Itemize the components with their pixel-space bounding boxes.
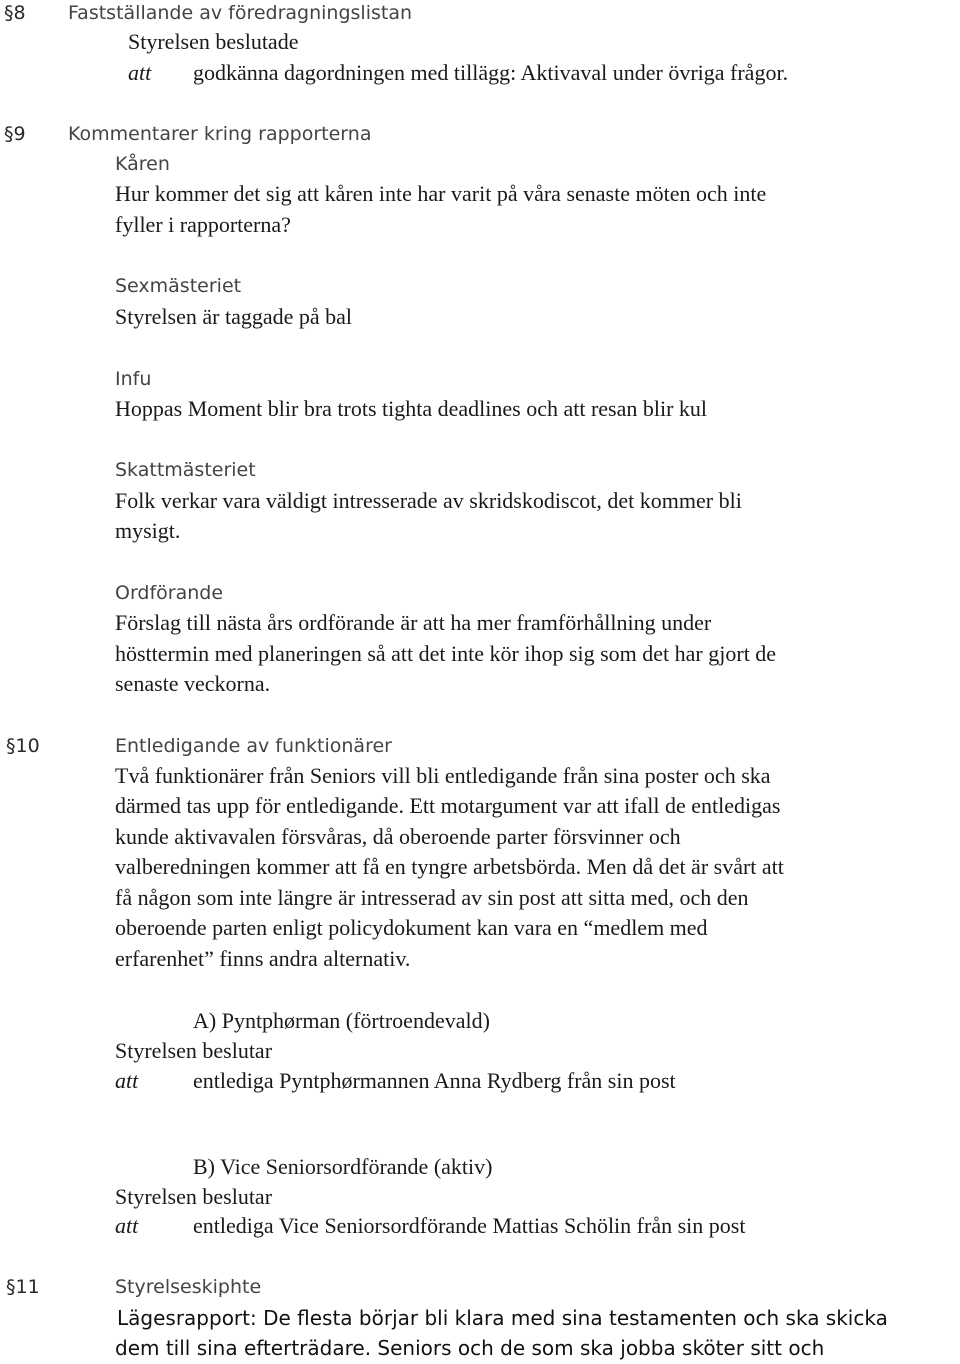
karen-text-2: fyller i rapporterna?	[115, 212, 291, 237]
section-11-title: Styrelseskiphte	[115, 1276, 262, 1298]
decision-a-heading: A) Pyntphørman (förtroendevald)	[193, 1008, 490, 1033]
section-8-att: att	[128, 60, 152, 85]
decision-b-text: entlediga Vice Seniorsordförande Mattias Schölin från sin post	[193, 1213, 746, 1238]
section-9-title: Kommentarer kring rapporterna	[68, 123, 372, 145]
ordforande-text-1: Förslag till nästa års ordförande är att ha mer framförhållning under	[115, 610, 712, 635]
section-10-text-1: Två funktionärer från Seniors vill bli entledigande från sina poster och ska	[115, 763, 771, 788]
decision-a-board: Styrelsen beslutar	[115, 1038, 273, 1063]
decision-a-att: att	[115, 1068, 139, 1093]
section-8-title: Fastställande av föredragningslistan	[68, 2, 413, 24]
decision-b-att: att	[115, 1213, 139, 1238]
section-11-text-1: Lägesrapport: De flesta börjar bli klara med sina testamenten och ska skicka	[117, 1306, 888, 1330]
skattmasteriet-text-2: mysigt.	[115, 518, 181, 543]
section-10-text-2: därmed tas upp för entledigande. Ett motargument var att ifall de entledigas	[115, 793, 781, 818]
skattmasteriet-text-1: Folk verkar vara väldigt intresserade av skridskodiscot, det kommer bli	[115, 488, 742, 513]
section-10-title: Entledigande av funktionärer	[115, 735, 392, 757]
skattmasteriet-label: Skattmästeriet	[115, 459, 256, 481]
section-11-number: §11	[6, 1276, 40, 1298]
section-10-text-4: valberedningen kommer att få en tyngre arbetsbörda. Men då det är svårt att	[115, 854, 784, 879]
sexmasteriet-text: Styrelsen är taggade på bal	[115, 304, 353, 329]
section-11-text-2: dem till sina efterträdare. Seniors och de som ska jobba sköter sitt och	[115, 1336, 825, 1360]
ordforande-label: Ordförande	[115, 582, 224, 604]
infu-label: Infu	[115, 368, 152, 390]
section-8-decision: godkänna dagordningen med tillägg: Aktivaval under övriga frågor.	[193, 60, 789, 85]
section-10-text-5: få någon som inte längre är intresserad av sin post att sitta med, och den	[115, 885, 749, 910]
decision-a-text: entlediga Pyntphørmannen Anna Rydberg från sin post	[193, 1068, 676, 1093]
infu-text: Hoppas Moment blir bra trots tighta deadlines och att resan blir kul	[115, 396, 708, 421]
section-10-text-3: kunde aktivavalen försvåras, då oberoende parter försvinner och	[115, 824, 681, 849]
sexmasteriet-label: Sexmästeriet	[115, 275, 242, 297]
section-10-text-6: oberoende parten enligt policydokument kan vara en “medlem med	[115, 915, 708, 940]
ordforande-text-2: hösttermin med planeringen så att det inte kör ihop sig som det har gjort de	[115, 641, 777, 666]
ordforande-text-3: senaste veckorna.	[115, 671, 271, 696]
section-10-text-7: erfarenhet” finns andra alternativ.	[115, 946, 411, 971]
section-10-number: §10	[6, 735, 40, 757]
section-8-board: Styrelsen beslutade	[128, 29, 299, 54]
karen-text-1: Hur kommer det sig att kåren inte har varit på våra senaste möten och inte	[115, 181, 767, 206]
decision-b-heading: B) Vice Seniorsordförande (aktiv)	[193, 1154, 493, 1179]
karen-label: Kåren	[115, 153, 170, 175]
section-9-number: §9	[4, 123, 26, 145]
section-8-number: §8	[4, 2, 26, 24]
decision-b-board: Styrelsen beslutar	[115, 1184, 273, 1209]
